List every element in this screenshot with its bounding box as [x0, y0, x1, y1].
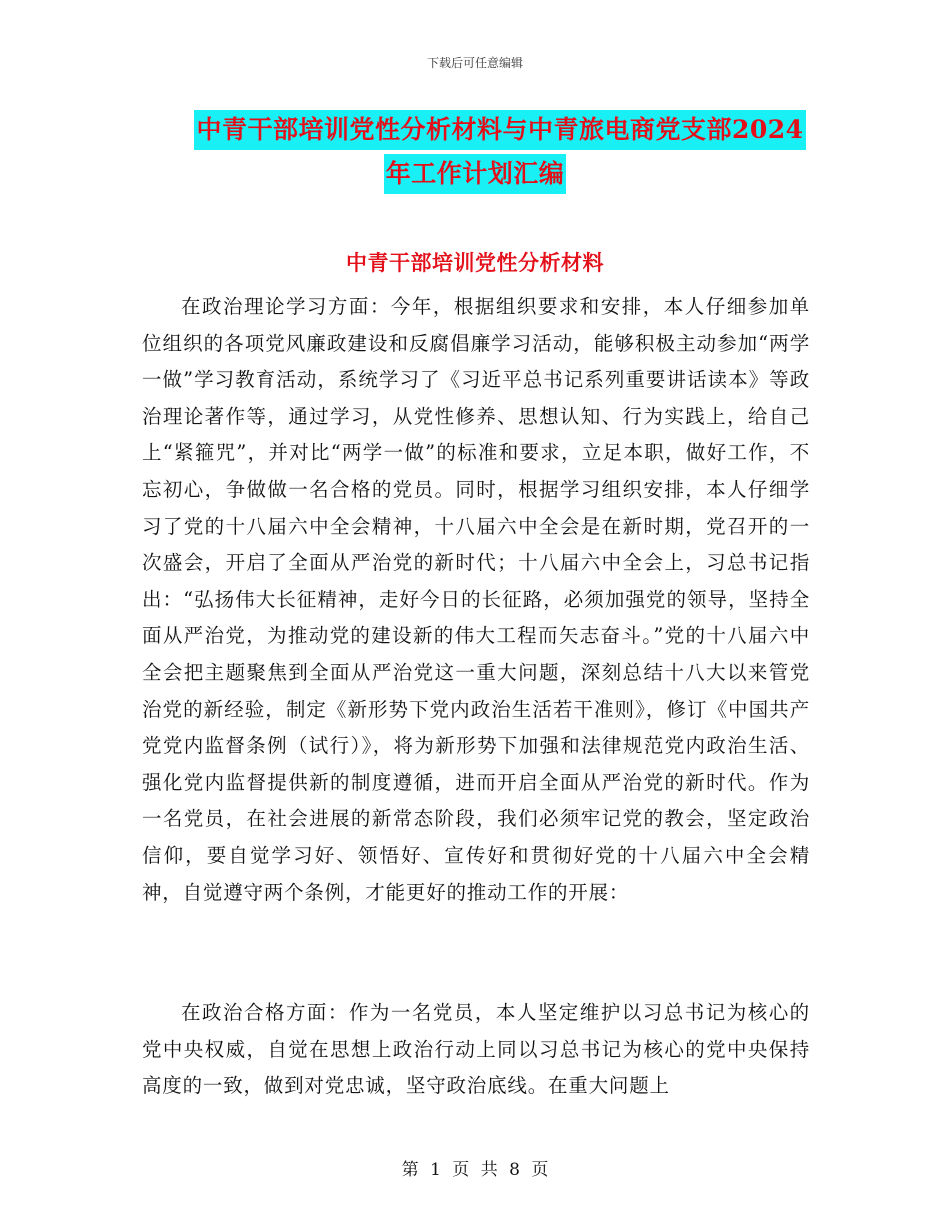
body-paragraph-1: 在政治理论学习方面：今年，根据组织要求和安排，本人仔细参加单位组织的各项党风廉政建设和反腐倡廉学习活动，能够积极主动参加“两学一做”学习教育活动，系统学习了《习近平总书记系列重要讲话读本》等政治理论著作等，通过学习，从党性修养、思想认知、行为实践上，给自己上“紧箍咒”，并对比“两学一做”的标准和要求，立足本职，做好工作，不忘初心，争做做一名合格的党员。同时，根据学习组织安排，本人仔细学习了党的十八届六中全会精神，十八届六中全会是在新时期，党召开的一次盛会，开启了全面从严治党的新时代；十八届六中全会上，习总书记指出：“弘扬伟大长征精神，走好今日的长征路，必须加强党的领导，坚持全面从严治党，为推动党的建设新的伟大工程而矢志奋斗。”党的十八届六中全会把主题聚焦到全面从严治党这一重大问题，深刻总结十八大以来管党治党的新经验，制定《新形势下党内政治生活若干准则》，修订《中国共产党党内监督条例（试行）》，将为新形势下加强和法律规范党内政治生活、强化党内监督提供新的制度遵循，进而开启全面从严治党的新时代。作为一名党员，在社会进展的新常态阶段，我们必须牢记党的教会，坚定政治信仰，要自觉学习好、领悟好、宣传好和贯彻好党的十八届六中全会精神，自觉遵守两个条例，才能更好的推动工作的开展：: [142, 295, 810, 904]
document-title-line-2: 年工作计划汇编: [384, 154, 567, 194]
section-title: 中青干部培训党性分析材料: [346, 250, 604, 275]
page-footer: 第 1 页 共 8 页: [401, 1160, 549, 1180]
document-title-line-2-wrap: [0, 154, 950, 194]
document-title-line-1-wrap: [0, 110, 950, 150]
document-title-line-1: 中青干部培训党性分析材料与中青旅电商党支部2024: [194, 110, 805, 150]
body-paragraph-2: 在政治合格方面：作为一名党员，本人坚定维护以习总书记为核心的党中央权威，自觉在思想上政治行动上同以习总书记为核心的党中央保持高度的一致，做到对党忠诚，坚守政治底线。在重大问题上: [142, 1001, 810, 1098]
page-header-note: 下载后可任意编辑: [426, 56, 523, 70]
